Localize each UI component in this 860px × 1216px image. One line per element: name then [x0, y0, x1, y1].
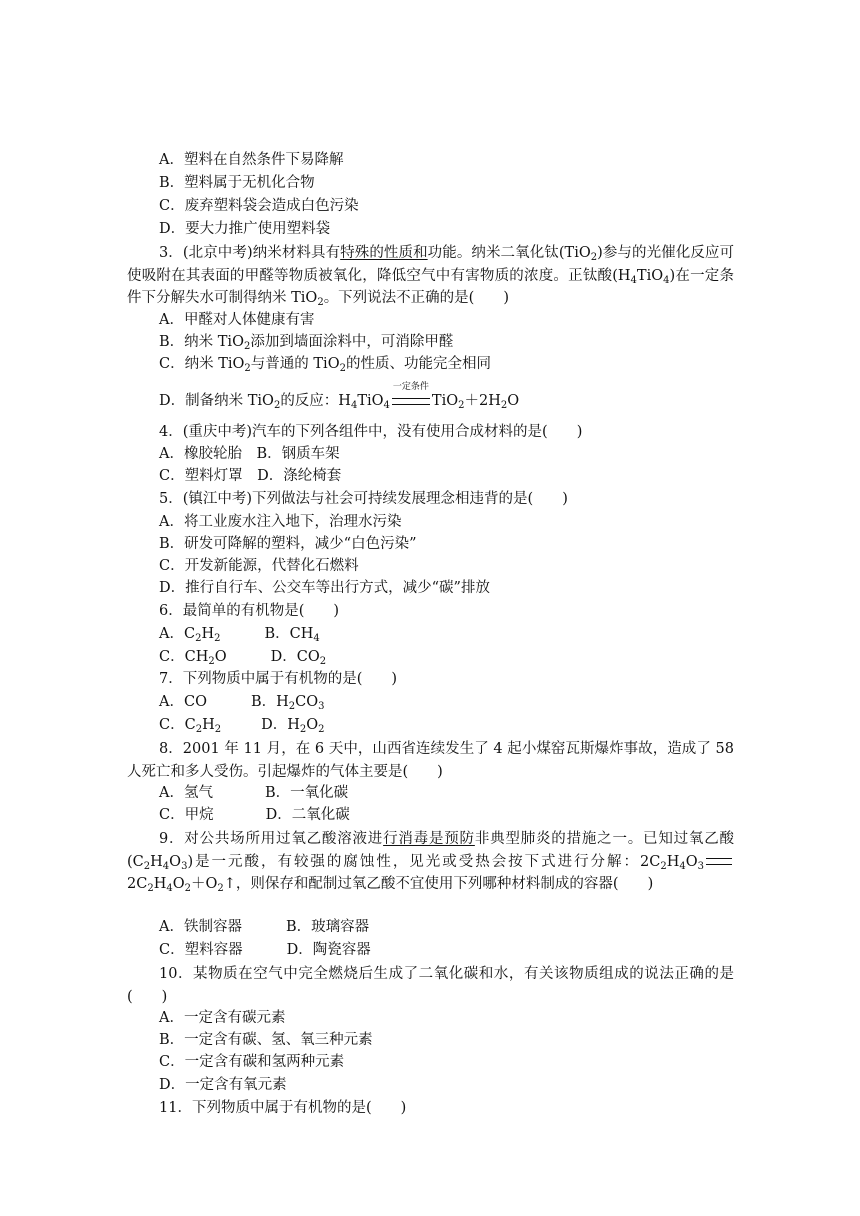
q5-stem: 5．(镇江中考)下列做法与社会可持续发展理念相违背的是( ) — [159, 491, 568, 507]
q7-options-row2: C．$C_2H_2$ D．$H_2O_2$ — [159, 717, 325, 735]
q6-stem: 6．最简单的有机物是( ) — [159, 603, 340, 619]
q8-options-row1: A．氢气 B．一氧化碳 — [159, 785, 349, 801]
q8-options-row2: C．甲烷 D．二氧化碳 — [159, 807, 350, 823]
q2-option-d: D．要大力推广使用塑料袋 — [159, 221, 331, 237]
q10-option-a: A．一定含有碳元素 — [159, 1010, 286, 1026]
q9-options-row2: C．塑料容器 D．陶瓷容器 — [159, 942, 371, 958]
q5-option-a: A．将工业废水注入地下，治理水污染 — [159, 514, 402, 530]
q3-option-b: B．纳米 TiO$_2$添加到墙面涂料中，可消除甲醛 — [159, 334, 454, 352]
q5-option-c: C．开发新能源，代替化石燃料 — [159, 558, 359, 574]
q7-stem: 7．下列物质中属于有机物的是( ) — [159, 671, 398, 687]
reaction-equals-sign — [706, 858, 732, 865]
q10-option-c: C．一定含有碳和氢两种元素 — [159, 1054, 345, 1070]
q9-options-row1: A．铁制容器 B．玻璃容器 — [159, 919, 370, 935]
q3-option-a: A．甲醛对人体健康有害 — [159, 312, 315, 328]
q2-option-b: B．塑料属于无机化合物 — [159, 175, 315, 191]
reaction-condition-equals: 一定条件 — [391, 391, 431, 411]
q5-option-b: B．研发可降解的塑料，减少“白色污染” — [159, 536, 417, 552]
q2-option-c: C．废弃塑料袋会造成白色污染 — [159, 198, 359, 214]
q10-stem: 10．某物质在空气中完全燃烧后生成了二氧化碳和水，有关该物质组成的说法正确的是( ) — [127, 966, 734, 1005]
q4-options-row1: A．橡胶轮胎 B．钢质车架 — [159, 446, 340, 462]
q10-option-d: D．一定含有氧元素 — [159, 1077, 287, 1093]
q3-option-c: C．纳米 TiO$_2$与普通的 TiO$_2$的性质、功能完全相同 — [159, 356, 491, 374]
q11-stem: 11．下列物质中属于有机物的是( ) — [159, 1100, 407, 1116]
q4-options-row2: C．塑料灯罩 D．涤纶椅套 — [159, 468, 342, 484]
q3-underlined-text: 特殊的性质和 — [340, 245, 428, 261]
q9-underlined-text: 行消毒是预防 — [383, 831, 475, 847]
q7-options-row1: A．CO B．$H_2CO_3$ — [159, 694, 325, 712]
q2-option-a: A．塑料在自然条件下易降解 — [159, 152, 344, 168]
q4-stem: 4．(重庆中考)汽车的下列各组件中，没有使用合成材料的是( ) — [159, 424, 583, 440]
q6-options-row1: A．$C_2H_2$ B．$CH_4$ — [159, 626, 320, 644]
q5-option-d: D．推行自行车、公交车等出行方式，减少“碳”排放 — [159, 580, 490, 596]
q8-stem: 8．2001 年 11 月，在 6 天中，山西省连续发生了 4 起小煤窑瓦斯爆炸事故，造成了 58 人死亡和多人受伤。引起爆炸的气体主要是( ) — [127, 741, 734, 780]
q10-option-b: B．一定含有碳、氢、氧三种元素 — [159, 1032, 373, 1048]
q3-option-d: D．制备纳米 TiO$_2$的反应：$H_4TiO_4$ 一定条件 $TiO_2+2H_2O$ — [159, 382, 520, 411]
q9-stem: 9．对公共场所用过氧乙酸溶液进行消毒是预防非典型肺炎的措施之一。已知过氧乙酸$(C_2H_4O_3)$是一元酸，有较强的腐蚀性，见光或受热会按下式进行分解：$2C_2H_4O_32C_2H_4O_2+O_2↑$，则保存和配制过氧乙酸不宜使用下列哪种材料制成的容器( ) — [127, 831, 734, 894]
q3-stem: 3．(北京中考)纳米材料具有特殊的性质和功能。纳米二氧化钛(TiO$_2$)参与的光催化反应可使吸附在其表面的甲醛等物质被氧化，降低空气中有害物质的浓度。正钛酸$(H_4TiO_4)$在一定条件下分解失水可制得纳米 TiO$_2$。下列说法不正确的是( ) — [127, 245, 734, 308]
q6-options-row2: C．$CH_2O$ D．$CO_2$ — [159, 649, 327, 667]
